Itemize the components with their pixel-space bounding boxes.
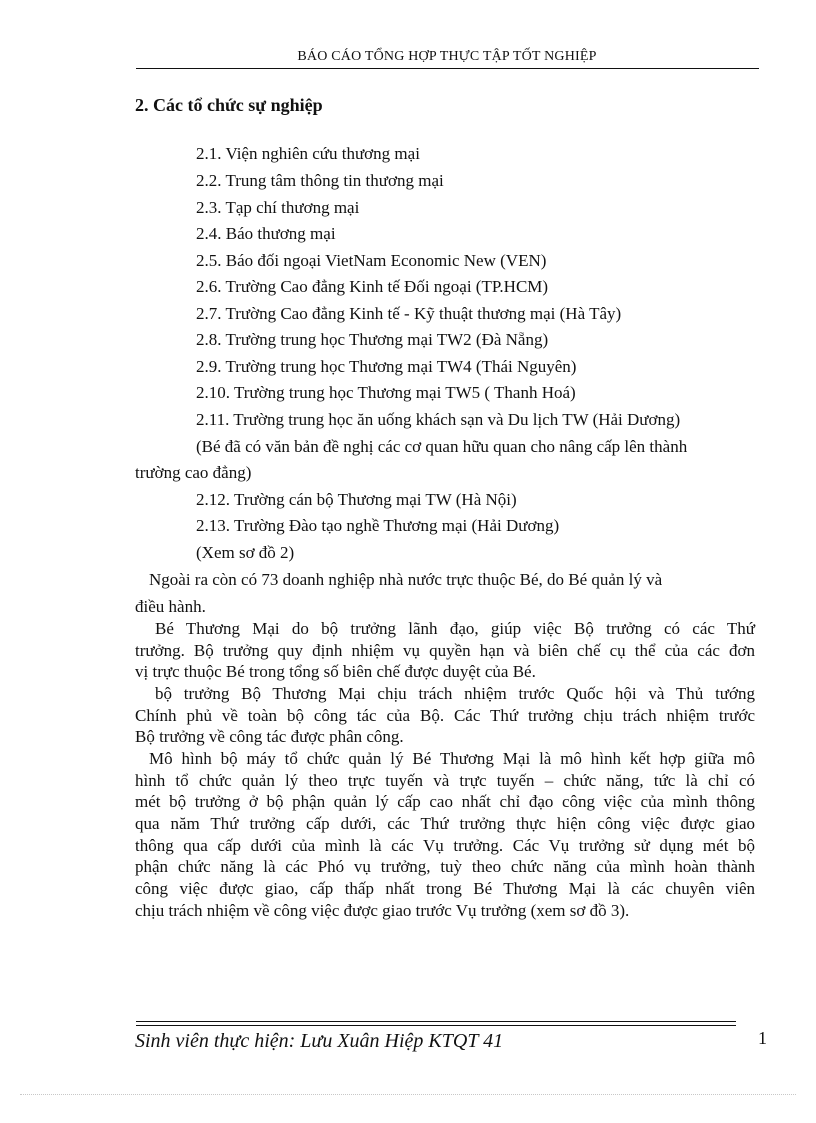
paragraph-line: chịu trách nhiệm về công việc được giao trước Vụ trưởng (xem sơ đồ 3). [135, 901, 630, 920]
footer-rule [136, 1021, 736, 1022]
note-line: trường cao đẳng) [135, 463, 252, 482]
paragraph-line: Bé Thương Mại do bộ trưởng lãnh đạo, giúp việc Bộ trưởng có các Thứ [155, 619, 755, 638]
header-rule [136, 68, 759, 69]
list-item: 2.5. Báo đối ngoại VietNam Economic New (VEN) [196, 251, 547, 270]
paragraph-line: điều hành. [135, 597, 206, 616]
list-item: 2.9. Trường trung học Thương mại TW4 (Thái Nguyên) [196, 357, 577, 376]
paragraph-line: vị trực thuộc Bé trong tổng số biên chế được duyệt của Bé. [135, 662, 536, 681]
page-number: 1 [758, 1028, 767, 1048]
list-item: 2.4. Báo thương mại [196, 224, 336, 243]
footer-rule [136, 1025, 736, 1026]
paragraph-line: bộ trưởng Bộ Thương Mại chịu trách nhiệm trước Quốc hội và Thủ tướng [155, 684, 755, 703]
paragraph-line: qua năm Thứ trưởng cấp dưới, các Thứ trưởng thực hiện công việc được giao [135, 814, 755, 833]
list-item: 2.1. Viện nghiên cứu thương mại [196, 144, 420, 163]
list-item: 2.13. Trường Đào tạo nghề Thương mại (Hải Dương) [196, 516, 560, 535]
list-item: 2.3. Tạp chí thương mại [196, 198, 360, 217]
list-item: 2.10. Trường trung học Thương mại TW5 ( Thanh Hoá) [196, 383, 576, 402]
page-edge [20, 1094, 796, 1095]
section-heading: 2. Các tổ chức sự nghiệp [135, 95, 323, 115]
footer-author: Sinh viên thực hiện: Lưu Xuân Hiệp KTQT 41 [135, 1030, 504, 1052]
paragraph-line: Chính phủ về toàn bộ công tác của Bộ. Các Thứ trưởng chịu trách nhiệm trước [135, 706, 755, 725]
paragraph-line: công việc được giao, cấp thấp nhất trong Bé Thương Mại là các chuyên viên [135, 879, 755, 898]
list-item: 2.12. Trường cán bộ Thương mại TW (Hà Nội) [196, 490, 517, 509]
list-item: 2.2. Trung tâm thông tin thương mại [196, 171, 444, 190]
paragraph-line: thông qua cấp dưới của mình là các Vụ trưởng. Các Vụ trưởng sử dụng mét bộ [135, 836, 755, 855]
see-chart-note: (Xem sơ đồ 2) [196, 543, 295, 562]
paragraph-line: hình tổ chức quản lý theo trực tuyến và trực tuyến – chức năng, tức là chỉ có [135, 771, 755, 790]
paragraph-line: trưởng. Bộ trưởng quy định nhiệm vụ quyền hạn và biên chế cụ thể của các đơn [135, 641, 755, 660]
list-item: 2.11. Trường trung học ăn uống khách sạn và Du lịch TW (Hải Dương) [196, 410, 681, 429]
paragraph-line: Mô hình bộ máy tổ chức quản lý Bé Thương Mại là mô hình kết hợp giữa mô [149, 749, 755, 768]
paragraph-line: Ngoài ra còn có 73 doanh nghiệp nhà nước trực thuộc Bé, do Bé quản lý và [149, 570, 663, 589]
header-title: BÁO CÁO TỔNG HỢP THỰC TẬP TỐT NGHIỆP [297, 49, 597, 64]
paragraph-line: phận chức năng là các Phó vụ trưởng, tuỳ theo chức năng của mình hoàn thành [135, 857, 755, 876]
paragraph-line: mét bộ trưởng ở bộ phận quản lý cấp cao nhất chỉ đạo công việc của mình thông [135, 792, 755, 811]
list-item: 2.7. Trường Cao đẳng Kinh tế - Kỹ thuật thương mại (Hà Tây) [196, 304, 622, 323]
note-line: (Bé đã có văn bản đề nghị các cơ quan hữu quan cho nâng cấp lên thành [196, 437, 688, 456]
paragraph-line: Bộ trưởng về công tác được phân công. [135, 727, 404, 746]
list-item: 2.8. Trường trung học Thương mại TW2 (Đà Nẵng) [196, 330, 549, 349]
list-item: 2.6. Trường Cao đẳng Kinh tế Đối ngoại (TP.HCM) [196, 277, 549, 296]
